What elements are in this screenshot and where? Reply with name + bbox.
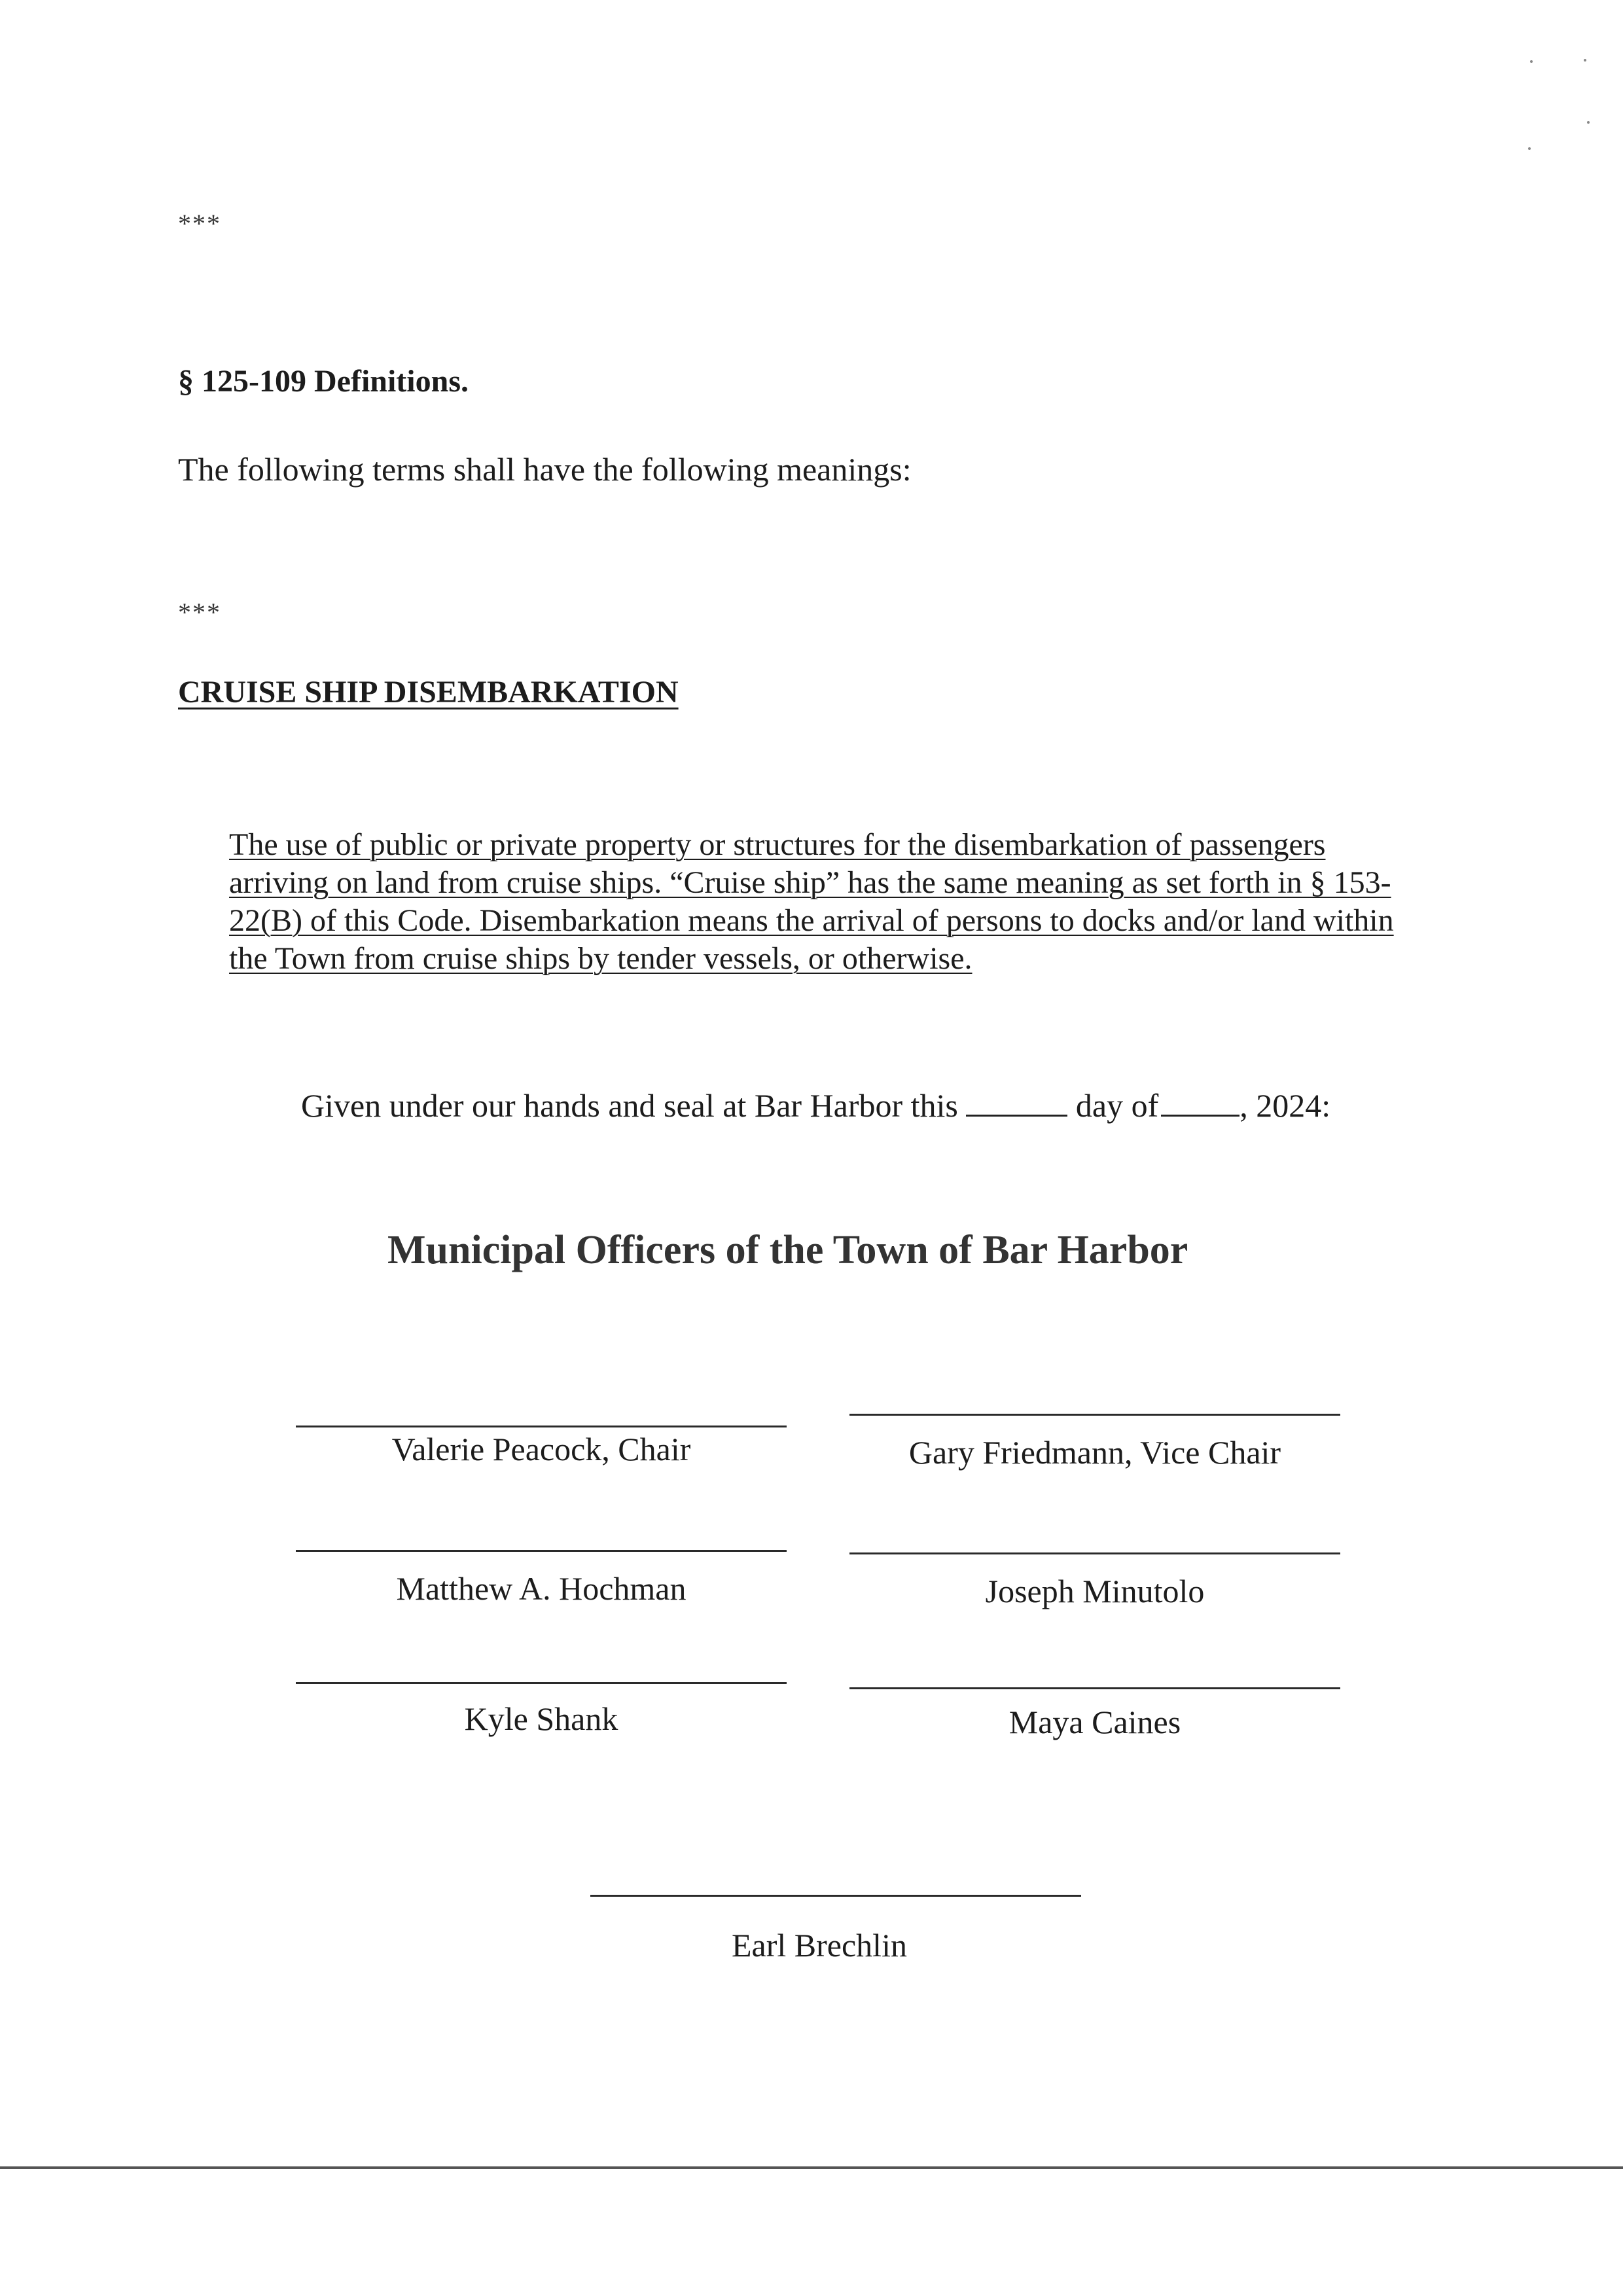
signature-line bbox=[849, 1687, 1340, 1689]
signature-line bbox=[296, 1426, 787, 1427]
attestation-line bbox=[301, 1086, 1330, 1124]
day-blank bbox=[966, 1091, 1067, 1117]
definition-line: arriving on land from cruise ships. “Cruise ship” has the same meaning as set forth in § 153- bbox=[229, 865, 1391, 900]
signatory-name: Earl Brechlin bbox=[732, 1927, 907, 1964]
scan-speck bbox=[1584, 59, 1586, 62]
attestation-middle: day of bbox=[1075, 1087, 1159, 1124]
month-blank bbox=[1161, 1091, 1240, 1117]
scan-speck bbox=[1530, 60, 1533, 63]
signatory-name: Maya Caines bbox=[1008, 1704, 1181, 1740]
signature-line bbox=[849, 1414, 1340, 1416]
section-heading: § 125-109 Definitions. bbox=[178, 364, 469, 399]
attestation-suffix: , 2024: bbox=[1240, 1087, 1331, 1124]
signatory-name: Matthew A. Hochman bbox=[396, 1570, 687, 1607]
omission-marker: *** bbox=[178, 209, 221, 238]
definition-line: The use of public or private property or structures for the disembarkation of passengers bbox=[229, 827, 1326, 862]
signature-line bbox=[296, 1682, 787, 1684]
signatory-name: Gary Friedmann, Vice Chair bbox=[908, 1434, 1281, 1471]
omission-marker: *** bbox=[178, 598, 221, 627]
definition-line: 22(B) of this Code. Disembarkation means the arrival of persons to docks and/or land within bbox=[229, 903, 1394, 938]
page-bottom-rule bbox=[0, 2166, 1623, 2169]
scan-speck bbox=[1587, 121, 1590, 124]
definition-line: the Town from cruise ships by tender vessels, or otherwise. bbox=[229, 941, 972, 976]
scan-speck bbox=[1528, 147, 1531, 150]
signatory-name: Valerie Peacock, Chair bbox=[391, 1431, 691, 1467]
signature-line bbox=[590, 1895, 1081, 1897]
section-intro: The following terms shall have the following meanings: bbox=[178, 451, 912, 488]
signatory-name: Kyle Shank bbox=[464, 1700, 618, 1737]
signature-line bbox=[849, 1552, 1340, 1554]
signatory-name: Joseph Minutolo bbox=[985, 1573, 1205, 1609]
signature-line bbox=[296, 1550, 787, 1552]
attestation-prefix: Given under our hands and seal at Bar Harbor this bbox=[301, 1087, 958, 1124]
defined-term: CRUISE SHIP DISEMBARKATION bbox=[178, 675, 679, 709]
term-definition bbox=[229, 826, 1453, 978]
officers-title: Municipal Officers of the Town of Bar Harbor bbox=[387, 1228, 1188, 1272]
